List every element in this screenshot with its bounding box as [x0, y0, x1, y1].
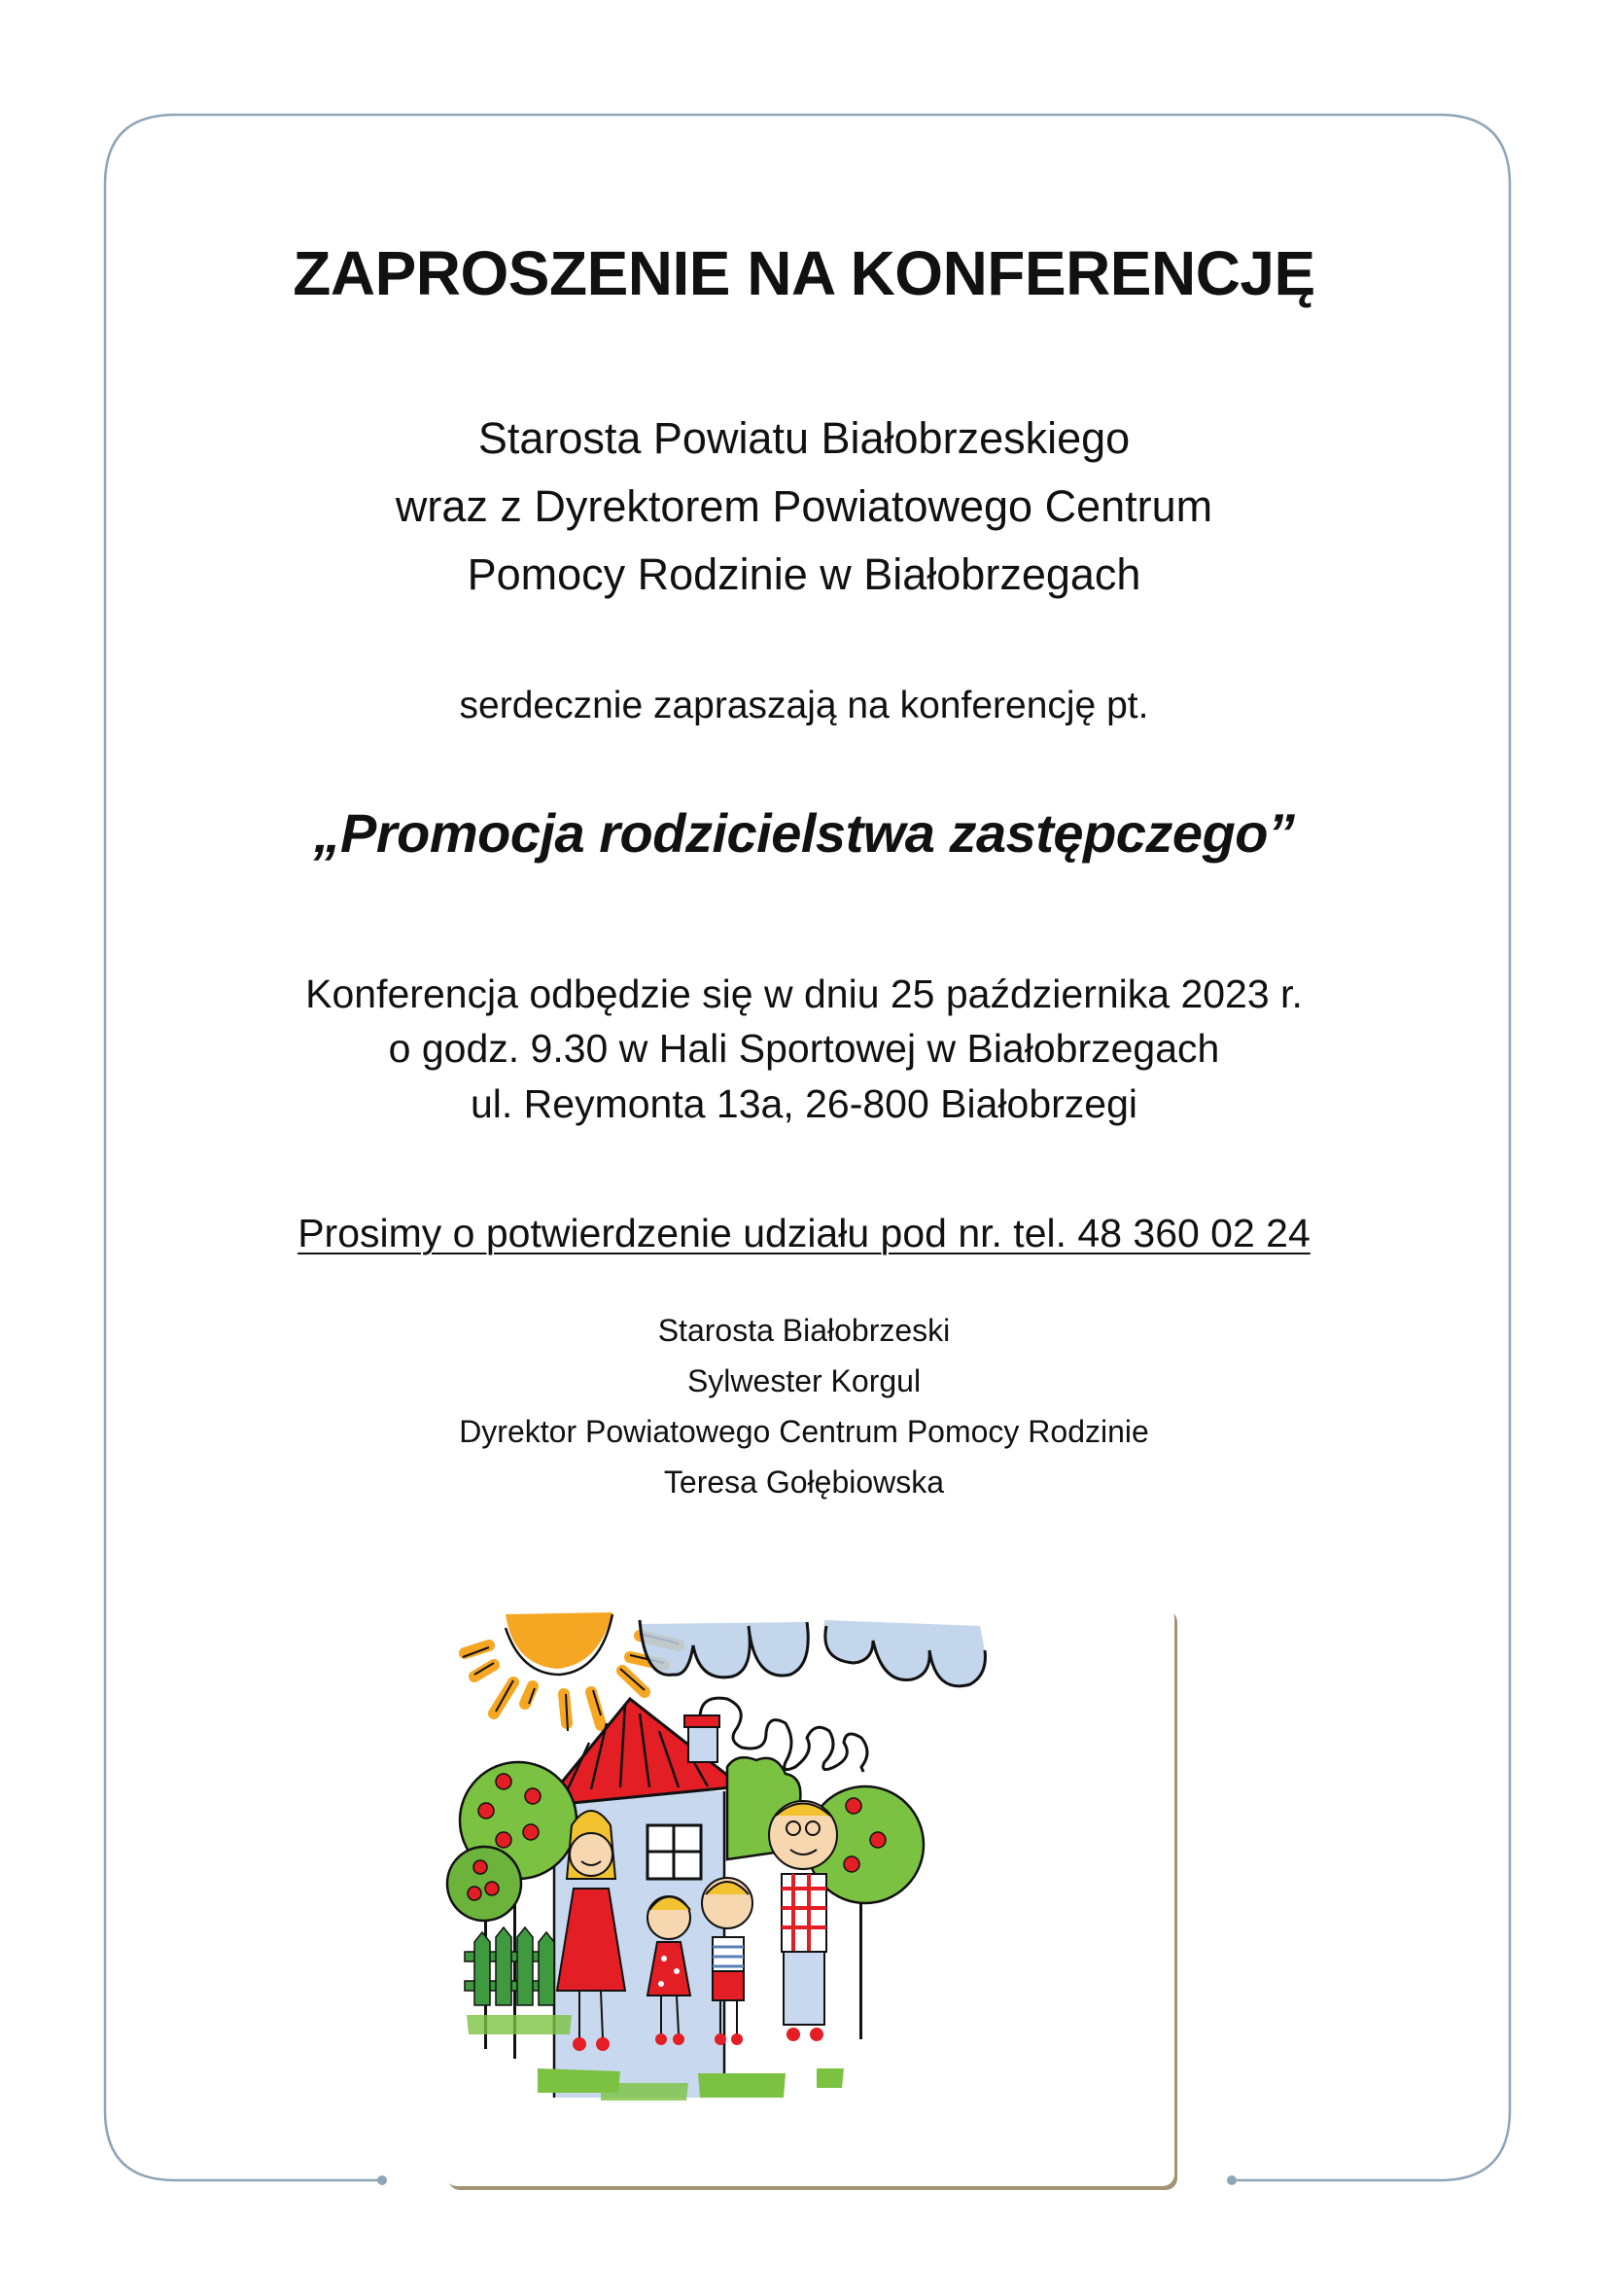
smoke-icon: [700, 1698, 867, 1772]
cloud-icon-left: [640, 1620, 808, 1678]
father-figure: [769, 1801, 837, 2041]
frame-dot-right: [1227, 2175, 1237, 2185]
organizer-line-3: Pomocy Rodzinie w Białobrzegach: [467, 549, 1141, 599]
frame-dot-left: [377, 2175, 387, 2185]
window-icon: [647, 1825, 701, 1879]
cloud-icon-right: [823, 1620, 985, 1686]
signature-name-2: Teresa Gołębiowska: [663, 1465, 945, 1500]
event-address-line: ul. Reymonta 13a, 26-800 Białobrzegi: [470, 1081, 1138, 1126]
organizer-line-1: Starosta Powiatu Białobrzeskiego: [477, 413, 1131, 463]
signature-name-1: Sylwester Korgul: [686, 1363, 922, 1398]
rsvp-notice: [0, 1206, 1608, 1260]
event-time-venue-line: o godz. 9.30 w Hali Sportowej w Białobrzegach: [388, 1026, 1220, 1071]
signature-role-1: Starosta Białobrzeski: [657, 1313, 951, 1348]
organizer-line-2: wraz z Dyrektorem Powiatowego Centrum: [395, 481, 1213, 531]
conference-title: „Promocja rodzicielstwa zastępczego”: [313, 802, 1295, 864]
signature-role-2: Dyrektor Powiatowego Centrum Pomocy Rodzinie: [459, 1414, 1149, 1449]
family-drawing: [445, 1607, 1174, 2186]
invitation-text: serdecznie zapraszają na konferencję pt.: [459, 685, 1149, 726]
rsvp-text: Prosimy o potwierdzenie udziału pod nr. tel. 48 360 02 24: [297, 1211, 1311, 1255]
event-date-line: Konferencja odbędzie się w dniu 25 października 2023 r.: [305, 971, 1303, 1016]
family-illustration: [445, 1607, 1174, 2186]
fence-icon: [465, 1927, 554, 2005]
page-title: ZAPROSZENIE NA KONFERENCJĘ: [293, 238, 1315, 308]
